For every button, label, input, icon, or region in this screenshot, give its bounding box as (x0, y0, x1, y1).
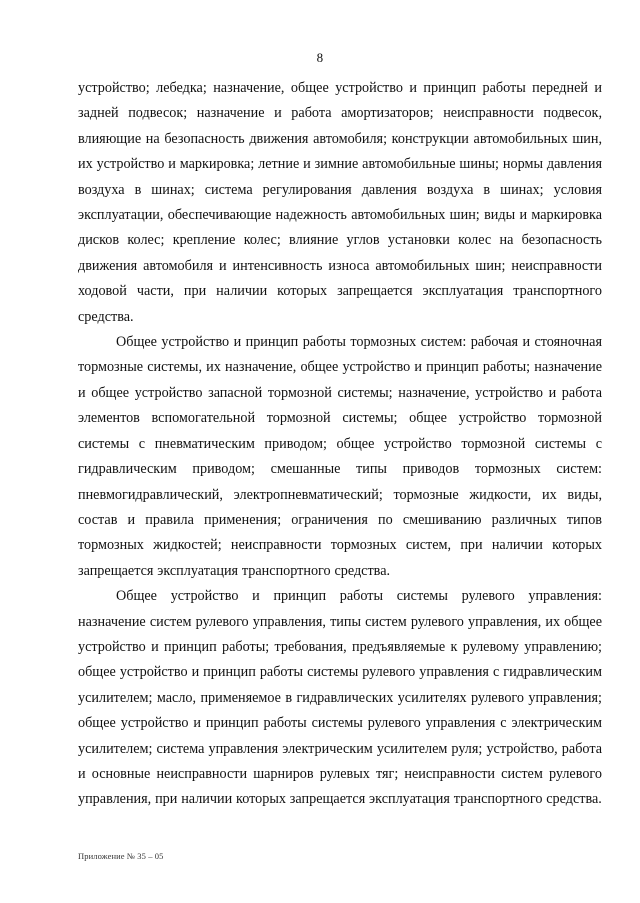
document-body (78, 76, 602, 813)
page-number: 8 (316, 50, 324, 65)
paragraph-steering-systems: Общее устройство и принцип работы системы рулевого управления: назначение систем рулевого управления, типы систем рулевого управления, их общее устройство и принцип работы; требования, предъявляемые к рулевому управлению; общее устройство и принцип работы системы рулевого управления с гидравлическим усилителем; масло, применяемое в гидравлических усилителях рулевого управления; общее устройство и принцип работы системы рулевого управления с электрическим усилителем; система управления электрическим усилителем руля; устройство, работа и основные неисправности шарниров рулевых тяг; неисправности систем рулевого управления, при наличии которых запрещается эксплуатация транспортного средства. (78, 588, 602, 808)
paragraph-chassis: устройство; лебедка; назначение, общее устройство и принцип работы передней и задней подвесок; назначение и работа амортизаторов; неисправности подвесок, влияющие на безопасность движения автомобиля; конструкции автомобильных шин, их устройство и маркировка; летние и зимние автомобильные шины; нормы давления воздуха в шинах; система регулирования давления воздуха в шинах; условия эксплуатации, обеспечивающие надежность автомобильных шин; виды и маркировка дисков колес; крепление колес; влияние углов установки колес на безопасность движения автомобиля и интенсивность износа автомобильных шин; неисправности ходовой части, при наличии которых запрещается эксплуатация транспортного средства. (78, 80, 602, 325)
footer-annex-label: Приложение № 35 – 05 (78, 851, 164, 861)
paragraph-brake-systems: Общее устройство и принцип работы тормозных систем: рабочая и стояночная тормозные системы, их назначение, общее устройство и принцип работы; назначение и общее устройство запасной тормозной системы; назначение, устройство и работа элементов вспомогательной тормозной системы; общее устройство тормозной системы с пневматическим приводом; общее устройство тормозной системы с гидравлическим приводом; смешанные типы приводов тормозных систем: пневмогидравлический, электропневматический; тормозные жидкости, их виды, состав и правила применения; ограничения по смешиванию различных типов тормозных жидкостей; неисправности тормозных систем, при наличии которых запрещается эксплуатация транспортного средства. (78, 334, 602, 579)
